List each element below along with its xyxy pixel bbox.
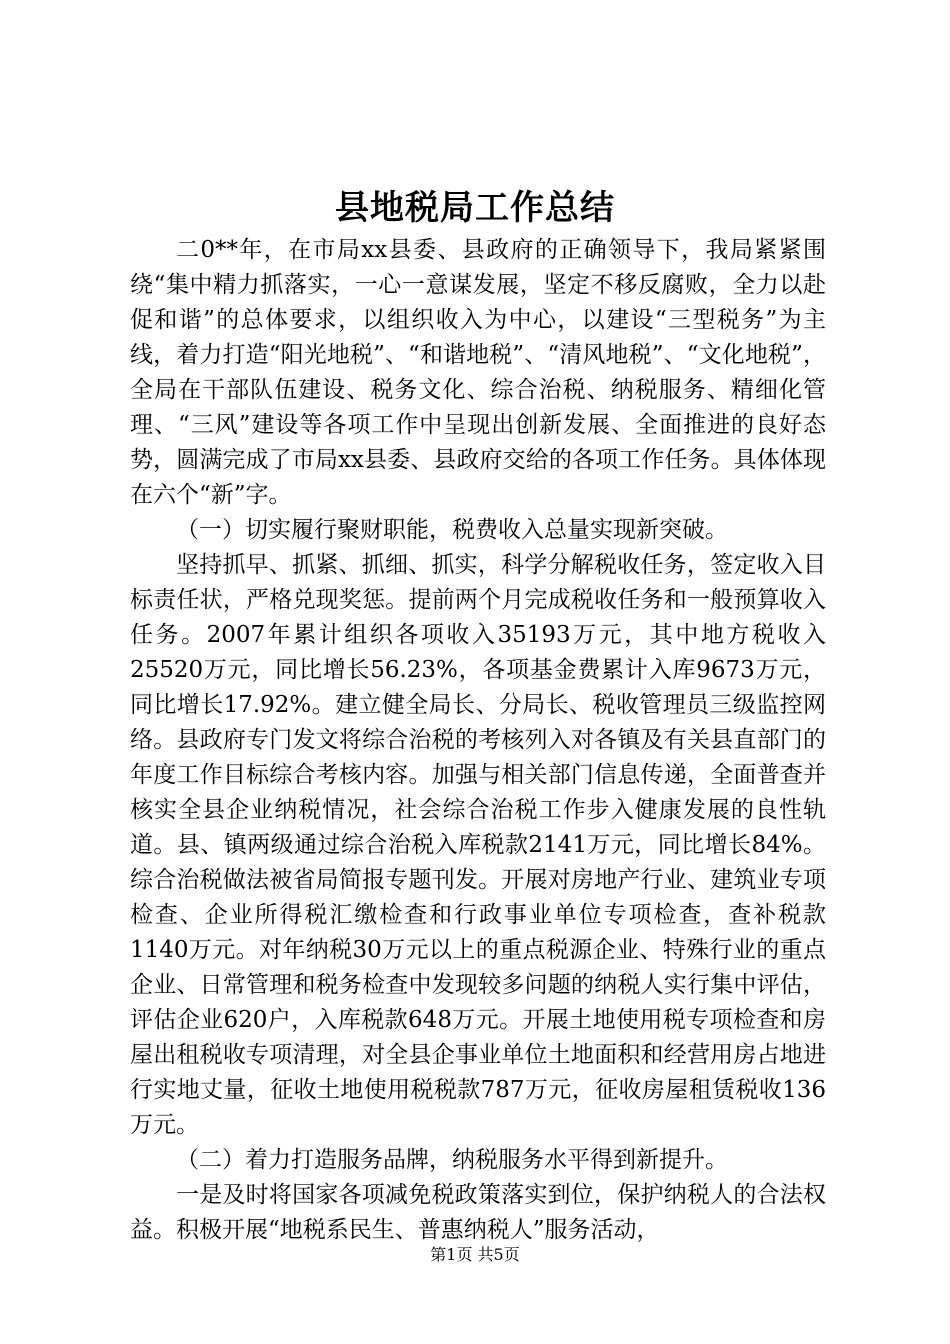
section-1-paragraph: 坚持抓早、抓紧、抓细、抓实，科学分解税收任务，签定收入目标责任状，严格兑现奖惩。提前两个月完成税收任务和一般预算收入任务。2007年累计组织各项收入35193万元，其中地方税收入25520万元，同比增长56.23%，各项基金费累计入库9673万元，同比增长17.92%。建立健全局长、分局长、税收管理员三级监控网络。县政府专门发文将综合治税的考核列入对各镇及有关县直部门的年度工作目标综合考核内容。加强与相关部门信息传递，全面普查并核实全县企业纳税情况，社会综合治税工作步入健康发展的良性轨道。县、镇两级通过综合治税入库税款2141万元，同比增长84%。综合治税做法被省局简报专题刊发。开展对房地产行业、建筑业专项检查、企业所得税汇缴检查和行政事业单位专项检查，查补税款1140万元。对年纳税30万元以上的重点税源企业、特殊行业的重点企业、日常管理和税务检查中发现较多问题的纳税人实行集中评估，评估企业620户，入库税款648万元。开展土地使用税专项检查和房屋出租税收专项清理，对全县企事业单位土地面积和经营用房占地进行实地丈量，征收土地使用税税款787万元，征收房屋租赁税收136万元。: [130, 552, 826, 1138]
section-2-paragraph: 一是及时将国家各项减免税政策落实到位，保护纳税人的合法权益。积极开展“地税系民生、普惠纳税人”服务活动，: [130, 1182, 826, 1243]
document-title: 县地税局工作总结: [335, 188, 615, 228]
intro-paragraph: 二0**年，在市局xx县委、县政府的正确领导下，我局紧紧围绕“集中精力抓落实，一心一意谋发展，坚定不移反腐败，全力以赴促和谐”的总体要求，以组织收入为中心，以建设“三型税务”为主线，着力打造“阳光地税”、“和谐地税”、“清风地税”、“文化地税”，全局在干部队伍建设、税务文化、综合治税、纳税服务、精细化管理、“三风”建设等各项工作中呈现出创新发展、全面推进的良好态势，圆满完成了市局xx县委、县政府交给的各项工作任务。具体体现在六个“新”字。: [130, 237, 826, 508]
document-body: [130, 233, 826, 1248]
section-heading-1: （一）切实履行聚财职能，税费收入总量实现新突破。: [176, 517, 728, 543]
section-heading-2: （二）着力打造服务品牌，纳税服务水平得到新提升。: [176, 1147, 728, 1173]
page-footer: 第1页 共5页: [430, 1245, 520, 1264]
